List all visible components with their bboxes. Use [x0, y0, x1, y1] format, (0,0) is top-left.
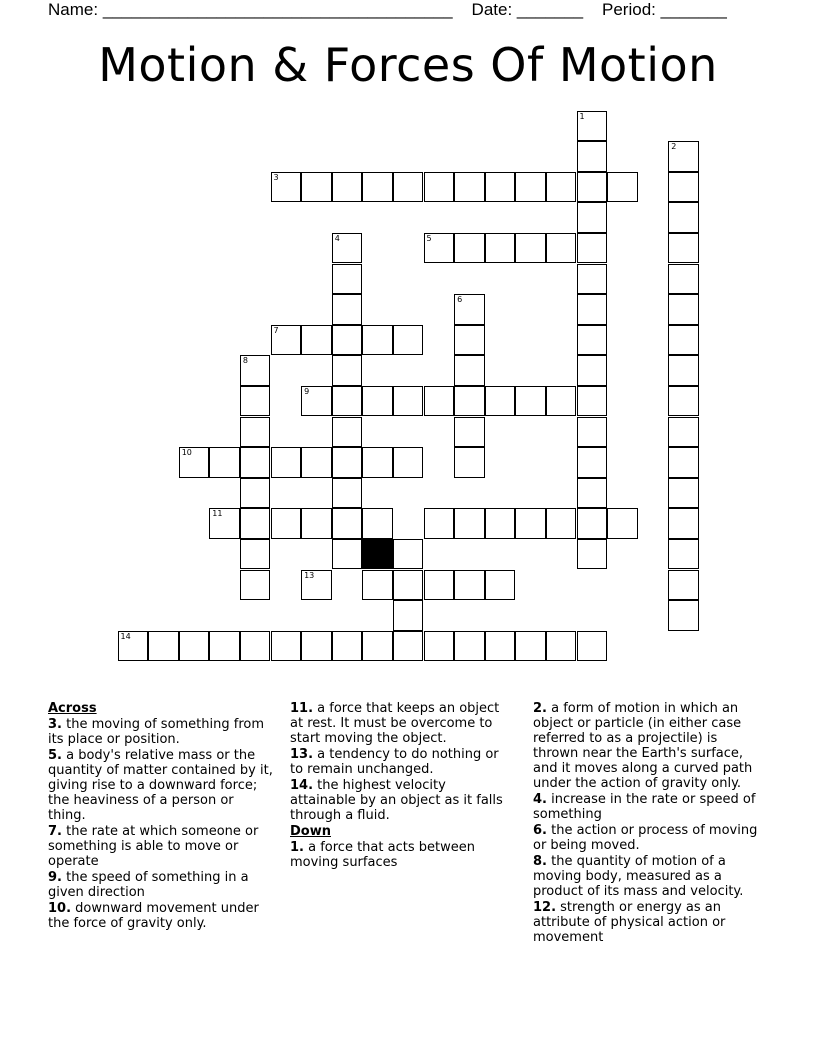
clue-number: 10 — [181, 448, 192, 458]
grid-cell[interactable] — [424, 508, 455, 539]
grid-cell[interactable] — [393, 325, 424, 356]
clue-item-number: 2. — [533, 701, 547, 716]
grid-cell[interactable] — [668, 172, 699, 203]
clue-item-text: the moving of something from its place or position. — [48, 717, 265, 747]
name-label: Name: — [48, 0, 99, 19]
grid-cell[interactable] — [301, 570, 332, 601]
clue-item-text: the speed of something in a given direction — [48, 870, 249, 900]
clue-item-text: the highest velocity attainable by an object as it falls through a fluid. — [290, 778, 503, 823]
clue-item-text: a tendency to do nothing or to remain unchanged. — [290, 747, 499, 777]
grid-cell[interactable] — [668, 233, 699, 264]
grid-cell[interactable] — [240, 417, 271, 448]
clue-number: 4 — [334, 233, 340, 243]
grid-cell[interactable] — [424, 172, 455, 203]
clue-item-number: 1. — [290, 840, 304, 855]
grid-cell[interactable] — [240, 631, 271, 662]
grid-cell[interactable] — [454, 386, 485, 417]
grid-cell[interactable] — [668, 141, 699, 172]
clue-item-text: the rate at which someone or something is able to move or operate — [48, 824, 259, 869]
clue-item — [290, 778, 515, 823]
clue-item-text: a force that keeps an object at rest. It must be overcome to start moving the object. — [290, 701, 500, 746]
grid-cell[interactable] — [332, 264, 363, 295]
clue-item — [290, 840, 515, 870]
grid-cell[interactable] — [577, 386, 608, 417]
clue-item-number: 13. — [290, 747, 314, 762]
grid-cell[interactable] — [668, 325, 699, 356]
grid-cell[interactable] — [332, 417, 363, 448]
period-blank[interactable]: _______ — [660, 0, 727, 19]
clue-item-text: downward movement under the force of gravity only. — [48, 901, 259, 931]
grid-cell[interactable] — [271, 325, 302, 356]
grid-cell[interactable] — [301, 172, 332, 203]
grid-cell[interactable] — [454, 417, 485, 448]
grid-cell[interactable] — [668, 478, 699, 509]
grid-cell[interactable] — [362, 570, 393, 601]
grid-cell[interactable] — [424, 386, 455, 417]
grid-cell[interactable] — [454, 294, 485, 325]
grid-cell[interactable] — [485, 570, 516, 601]
grid-cell[interactable] — [454, 172, 485, 203]
grid-cell[interactable] — [332, 631, 363, 662]
grid-cell[interactable] — [332, 539, 363, 570]
grid-cell[interactable] — [240, 478, 271, 509]
grid-cell[interactable] — [301, 325, 332, 356]
grid-cell[interactable] — [668, 570, 699, 601]
grid-cell[interactable] — [577, 202, 608, 233]
grid-cell[interactable] — [546, 508, 577, 539]
grid-cell[interactable] — [485, 508, 516, 539]
grid-cell[interactable] — [577, 447, 608, 478]
grid-cell[interactable] — [546, 233, 577, 264]
grid-cell[interactable] — [271, 447, 302, 478]
grid-cell[interactable] — [607, 172, 638, 203]
grid-cell[interactable] — [577, 417, 608, 448]
grid-cell[interactable] — [668, 264, 699, 295]
grid-cell[interactable] — [454, 570, 485, 601]
clue-number: 3 — [273, 172, 279, 182]
grid-cell[interactable] — [424, 233, 455, 264]
grid-cell[interactable] — [332, 325, 363, 356]
grid-cell[interactable] — [362, 325, 393, 356]
grid-cell[interactable] — [332, 294, 363, 325]
across-heading: Across — [48, 701, 97, 716]
grid-cell[interactable] — [393, 539, 424, 570]
grid-cell[interactable] — [271, 631, 302, 662]
clue-item-number: 3. — [48, 717, 62, 732]
grid-cell[interactable] — [240, 508, 271, 539]
grid-cell[interactable] — [332, 233, 363, 264]
grid-cell[interactable] — [209, 447, 240, 478]
clue-item-text: the quantity of motion of a moving body, measured as a product of its mass and velocity. — [533, 854, 744, 899]
grid-cell[interactable] — [332, 478, 363, 509]
grid-cell[interactable] — [240, 539, 271, 570]
clue-number: 8 — [242, 356, 248, 366]
clue-item — [533, 792, 758, 822]
grid-cell[interactable] — [668, 508, 699, 539]
grid-cell[interactable] — [393, 570, 424, 601]
grid-cell[interactable] — [454, 233, 485, 264]
clue-item-number: 6. — [533, 823, 547, 838]
grid-cell[interactable] — [240, 570, 271, 601]
clue-item — [533, 701, 758, 791]
grid-cell[interactable] — [577, 355, 608, 386]
grid-cell[interactable] — [668, 417, 699, 448]
page-title: Motion & Forces Of Motion — [98, 38, 718, 92]
clue-item — [48, 748, 273, 823]
clue-item-text: the action or process of moving or being moved. — [533, 823, 758, 853]
grid-cell[interactable] — [362, 386, 393, 417]
grid-cell[interactable] — [607, 508, 638, 539]
grid-cell[interactable] — [454, 325, 485, 356]
grid-cell[interactable] — [546, 172, 577, 203]
grid-cell[interactable] — [668, 539, 699, 570]
clue-number: 11 — [212, 509, 223, 519]
grid-cell[interactable] — [209, 631, 240, 662]
grid-cell[interactable] — [577, 478, 608, 509]
grid-black-cell — [362, 539, 393, 570]
clue-item — [48, 901, 273, 931]
grid-cell[interactable] — [301, 508, 332, 539]
grid-cell[interactable] — [515, 386, 546, 417]
grid-cell[interactable] — [179, 631, 210, 662]
grid-cell[interactable] — [393, 386, 424, 417]
grid-cell[interactable] — [362, 172, 393, 203]
grid-cell[interactable] — [332, 355, 363, 386]
grid-cell[interactable] — [393, 172, 424, 203]
clue-number: 2 — [671, 142, 677, 152]
clue-number: 1 — [579, 111, 585, 121]
grid-cell[interactable] — [393, 447, 424, 478]
grid-cell[interactable] — [271, 508, 302, 539]
clue-item-text: a force that acts between moving surfaces — [290, 840, 475, 870]
grid-cell[interactable] — [332, 508, 363, 539]
grid-cell[interactable] — [209, 508, 240, 539]
grid-cell[interactable] — [546, 386, 577, 417]
clue-number: 5 — [426, 233, 432, 243]
grid-cell[interactable] — [577, 172, 608, 203]
clues-column-3 — [533, 701, 758, 946]
grid-cell[interactable] — [577, 141, 608, 172]
clue-item — [48, 717, 273, 747]
grid-cell[interactable] — [668, 294, 699, 325]
clue-item — [290, 747, 515, 777]
down-heading: Down — [290, 824, 331, 839]
clue-number: 13 — [304, 570, 315, 580]
clue-item-number: 7. — [48, 824, 62, 839]
grid-cell[interactable] — [546, 631, 577, 662]
grid-cell[interactable] — [668, 202, 699, 233]
clue-item-text: strength or energy as an attribute of physical action or movement — [533, 900, 726, 945]
grid-cell[interactable] — [454, 355, 485, 386]
grid-cell[interactable] — [271, 172, 302, 203]
clue-item-number: 5. — [48, 748, 62, 763]
grid-cell[interactable] — [515, 233, 546, 264]
clue-item — [290, 701, 515, 746]
clue-item — [533, 823, 758, 853]
grid-cell[interactable] — [454, 447, 485, 478]
grid-cell[interactable] — [485, 631, 516, 662]
date-label: Date: — [471, 0, 513, 19]
clue-number: 7 — [273, 325, 279, 335]
clue-number: 14 — [120, 631, 131, 641]
clue-item — [48, 824, 273, 869]
grid-cell[interactable] — [332, 447, 363, 478]
grid-cell[interactable] — [668, 355, 699, 386]
clue-item-number: 14. — [290, 778, 314, 793]
grid-cell[interactable] — [668, 447, 699, 478]
grid-cell[interactable] — [485, 233, 516, 264]
clue-item — [533, 854, 758, 899]
clue-number: 6 — [457, 295, 463, 305]
clue-item-text: a body's relative mass or the quantity of matter contained by it, giving rise to a downward force; the heaviness of a person or thing. — [48, 748, 273, 823]
grid-cell[interactable] — [668, 600, 699, 631]
grid-cell[interactable] — [362, 447, 393, 478]
grid-cell[interactable] — [240, 386, 271, 417]
clue-item-number: 12. — [533, 900, 557, 915]
clue-item-number: 11. — [290, 701, 314, 716]
grid-cell[interactable] — [301, 386, 332, 417]
clue-item-number: 8. — [533, 854, 547, 869]
grid-cell[interactable] — [577, 539, 608, 570]
grid-cell[interactable] — [577, 233, 608, 264]
grid-cell[interactable] — [240, 355, 271, 386]
clue-item-text: increase in the rate or speed of something — [533, 792, 756, 822]
grid-cell[interactable] — [577, 325, 608, 356]
grid-cell[interactable] — [393, 600, 424, 631]
grid-cell[interactable] — [454, 508, 485, 539]
grid-cell[interactable] — [577, 508, 608, 539]
grid-cell[interactable] — [393, 631, 424, 662]
grid-cell[interactable] — [485, 386, 516, 417]
name-blank[interactable]: _____________________________________ — [102, 0, 453, 19]
clue-item-number: 9. — [48, 870, 62, 885]
grid-cell[interactable] — [577, 294, 608, 325]
grid-cell[interactable] — [515, 631, 546, 662]
grid-cell[interactable] — [148, 631, 179, 662]
grid-cell[interactable] — [515, 508, 546, 539]
clues-column-2 — [290, 701, 515, 871]
grid-cell[interactable] — [424, 631, 455, 662]
grid-cell[interactable] — [332, 172, 363, 203]
grid-cell[interactable] — [362, 631, 393, 662]
period-label: Period: — [602, 0, 656, 19]
grid-cell[interactable] — [179, 447, 210, 478]
grid-cell[interactable] — [577, 111, 608, 142]
clue-number: 9 — [304, 386, 310, 396]
clues-column-1 — [48, 701, 273, 932]
grid-cell[interactable] — [577, 264, 608, 295]
grid-cell[interactable] — [301, 631, 332, 662]
clue-item-number: 10. — [48, 901, 72, 916]
clue-item-text: a form of motion in which an object or particle (in either case referred to as a projectile) is thrown near the Earth's surface, and it moves along a curved path under the action of gravity only. — [533, 701, 753, 791]
grid-cell[interactable] — [485, 172, 516, 203]
clue-item — [533, 900, 758, 945]
grid-cell[interactable] — [362, 508, 393, 539]
clue-item-number: 4. — [533, 792, 547, 807]
grid-cell[interactable] — [454, 631, 485, 662]
grid-cell[interactable] — [240, 447, 271, 478]
grid-cell[interactable] — [668, 386, 699, 417]
grid-cell[interactable] — [515, 172, 546, 203]
grid-cell[interactable] — [577, 631, 608, 662]
clue-item — [48, 870, 273, 900]
grid-cell[interactable] — [424, 570, 455, 601]
date-blank[interactable]: _______ — [516, 0, 584, 19]
grid-cell[interactable] — [332, 386, 363, 417]
grid-cell[interactable] — [118, 631, 149, 662]
grid-cell[interactable] — [301, 447, 332, 478]
